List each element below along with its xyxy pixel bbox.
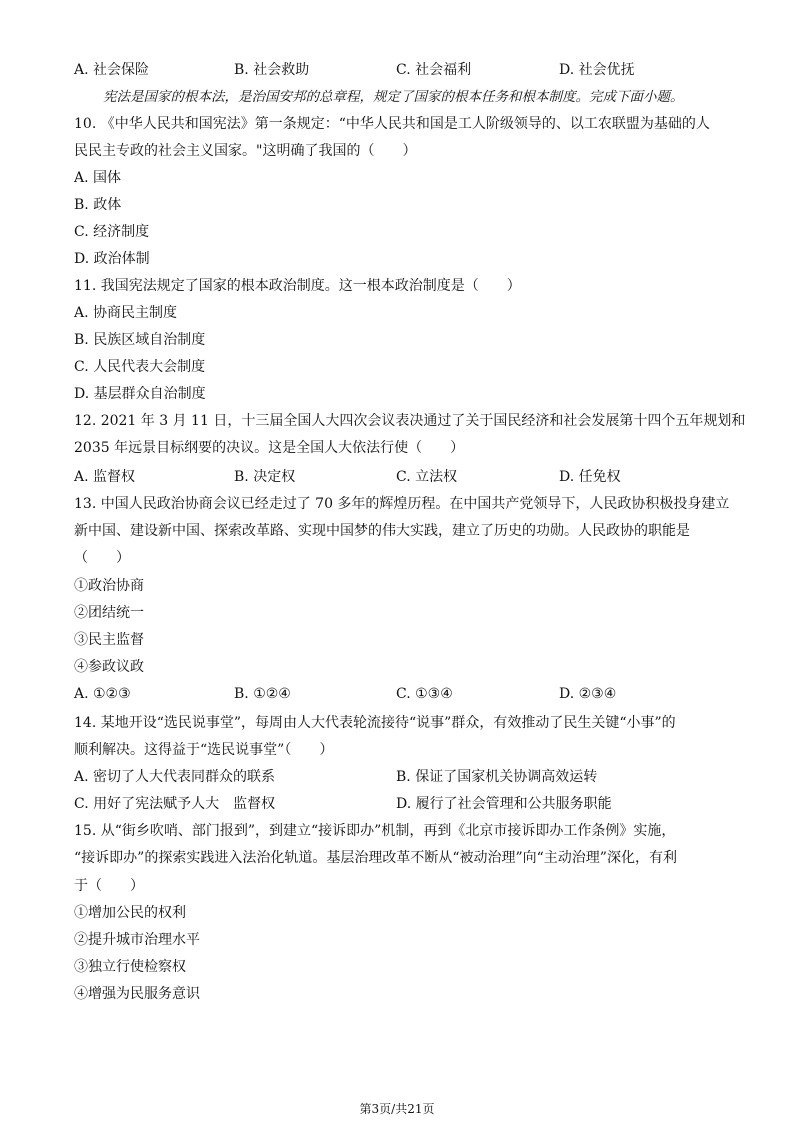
q15-stem-line-1: 15. 从“街乡吹哨、部门报到”，到建立“接诉即办”机制，再到《北京市接诉即办工作条例》实施， — [74, 823, 676, 839]
page-number: 第3页/共21页 — [359, 1102, 435, 1116]
q11-option-c: C. 人民代表大会制度 — [74, 359, 206, 375]
q12-stem-line-2: 2035 年远景目标纲要的决议。这是全国人大依法行使（ ） — [74, 440, 465, 456]
q15-item-3: ③独立行使检察权 — [74, 959, 186, 975]
section-intro: 宪法是国家的根本法，是治国安邦的总章程，规定了国家的根本任务和根本制度。完成下面小题。 — [103, 89, 684, 105]
q12-stem-line-1: 12. 2021 年 3 月 11 日，十三届全国人大四次会议表决通过了关于国民经济和社会发展第十四个五年规划和 — [74, 413, 746, 429]
q12-option-c: C. 立法权 — [396, 469, 458, 485]
q9-option-d: D. 社会优抚 — [559, 62, 635, 78]
q13-stem-line-3: （ ） — [74, 550, 130, 566]
q13-item-3: ③民主监督 — [74, 632, 144, 648]
q13-stem-line-1: 13. 中国人民政治协商会议已经走过了 70 多年的辉煌历程。在中国共产党领导下，人民政协积极投身建立 — [74, 496, 730, 512]
q14-option-b: B. 保证了国家机关协调高效运转 — [396, 769, 598, 785]
q13-option-c: C. ①③④ — [396, 686, 453, 702]
q13-item-1: ①政治协商 — [74, 578, 144, 594]
q11-option-d: D. 基层群众自治制度 — [74, 386, 206, 402]
q13-item-2: ②团结统一 — [74, 605, 144, 621]
q11-option-b: B. 民族区域自治制度 — [74, 332, 206, 348]
q11-stem-line-1: 11. 我国宪法规定了国家的根本政治制度。这一根本政治制度是（ ） — [74, 278, 521, 294]
q15-item-2: ②提升城市治理水平 — [74, 932, 200, 948]
q14-stem-line-2: 顺利解决。这得益于“选民说事堂”（ ） — [74, 742, 334, 758]
q11-option-a: A. 协商民主制度 — [74, 305, 178, 321]
q13-option-d: D. ②③④ — [559, 686, 617, 702]
q12-option-a: A. 监督权 — [74, 469, 136, 485]
q10-stem-line-1: 10. 《中华人民共和国宪法》第一条规定：“中华人民共和国是工人阶级领导的、以工农联盟为基础的人 — [74, 116, 710, 132]
q14-option-d: D. 履行了社会管理和公共服务职能 — [396, 796, 612, 812]
q13-stem-line-2: 新中国、建设新中国、探索改革路、实现中国梦的伟大实践，建立了历史的功勋。人民政协的职能是 — [74, 523, 690, 539]
q15-item-4: ④增强为民服务意识 — [74, 986, 200, 1002]
q10-option-d: D. 政治体制 — [74, 251, 150, 267]
q14-option-c: C. 用好了宪法赋予人大 监督权 — [74, 796, 276, 812]
q15-item-1: ①增加公民的权利 — [74, 905, 186, 921]
q12-option-b: B. 决定权 — [234, 469, 296, 485]
q14-option-a: A. 密切了人大代表同群众的联系 — [74, 769, 276, 785]
q9-option-b: B. 社会救助 — [234, 62, 310, 78]
q14-stem-line-1: 14. 某地开设“选民说事堂”，每周由人大代表轮流接待“说事”群众，有效推动了民生关键“小事”的 — [74, 715, 676, 731]
q12-option-d: D. 任免权 — [559, 469, 621, 485]
q10-option-a: A. 国体 — [74, 170, 122, 186]
q10-stem-line-2: 民民主专政的社会主义国家。"这明确了我国的（ ） — [74, 143, 417, 159]
q9-option-a: A. 社会保险 — [74, 62, 150, 78]
q15-stem-line-2: “接诉即办”的探索实践进入法治化轨道。基层治理改革不断从“被动治理”向“主动治理”深化，有利 — [74, 850, 677, 866]
q13-option-a: A. ①②③ — [74, 686, 131, 702]
q9-option-c: C. 社会福利 — [396, 62, 472, 78]
q15-stem-line-3: 于（ ） — [74, 878, 144, 894]
q13-option-b: B. ①②④ — [234, 686, 291, 702]
q10-option-b: B. 政体 — [74, 197, 122, 213]
q10-option-c: C. 经济制度 — [74, 224, 150, 240]
q13-item-4: ④参政议政 — [74, 659, 144, 675]
